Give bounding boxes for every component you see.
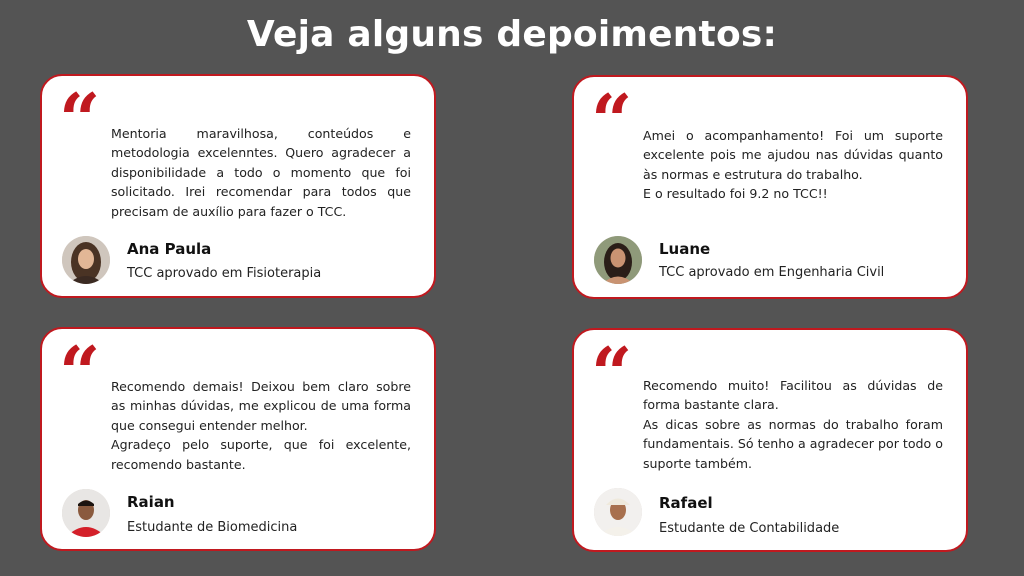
person-photo-icon (594, 488, 642, 536)
testimonial-text (111, 377, 411, 474)
author-role: Estudante de Contabilidade (659, 521, 840, 536)
testimonial-paragraph: E o resultado foi 9.2 no TCC!! (643, 186, 828, 202)
testimonial-paragraph: As dicas sobre as normas do trabalho foram fundamentais. Só tenho a agradecer por todo o suporte também. (643, 416, 943, 471)
author-role: TCC aprovado em Fisioterapia (127, 266, 322, 281)
testimonial-card-luane (572, 75, 968, 299)
person-photo-icon (62, 489, 110, 537)
author-role: Estudante de Biomedicina (127, 520, 298, 535)
quote-mark-icon: “ (591, 78, 633, 163)
testimonial-paragraph: Recomendo muito! Facilitou as dúvidas de forma bastante clara. (643, 378, 943, 413)
testimonial-paragraph: Amei o acompanhamento! Foi um suporte excelente pois me ajudou nas dúvidas quanto às normas e estrutura do trabalho. (643, 128, 943, 182)
author-name: Luane (659, 240, 711, 258)
testimonial-card-ana-paula (40, 74, 436, 298)
author-name: Rafael (659, 494, 713, 512)
testimonial-text (643, 126, 943, 204)
quote-mark-icon: “ (591, 331, 633, 416)
testimonial-paragraph: Mentoria maravilhosa, conteúdos e metodologia excelenntes. Quero agradecer a disponibilidade a todo o momento que foi solicitado. Irei recomendar para todos que precisam de auxílio para fazer o TCC. (111, 126, 411, 219)
testimonial-text (643, 376, 943, 473)
author-role: TCC aprovado em Engenharia Civil (659, 265, 885, 280)
page-title: Veja alguns depoimentos: (246, 14, 778, 55)
author-name: Ana Paula (127, 240, 212, 258)
quote-mark-icon: “ (59, 77, 101, 162)
testimonial-text (111, 124, 411, 221)
person-photo-icon (62, 236, 110, 284)
author-name: Raian (127, 493, 175, 511)
testimonial-paragraph: Agradeço pelo suporte, que foi excelente, recomendo bastante. (111, 437, 411, 472)
person-photo-icon (594, 236, 642, 284)
quote-mark-icon: “ (59, 330, 101, 415)
testimonial-card-rafael (572, 328, 968, 552)
testimonial-card-raian (40, 327, 436, 551)
testimonial-paragraph: Recomendo demais! Deixou bem claro sobre as minhas dúvidas, me explicou de uma forma que consegui entender melhor. (111, 379, 411, 433)
